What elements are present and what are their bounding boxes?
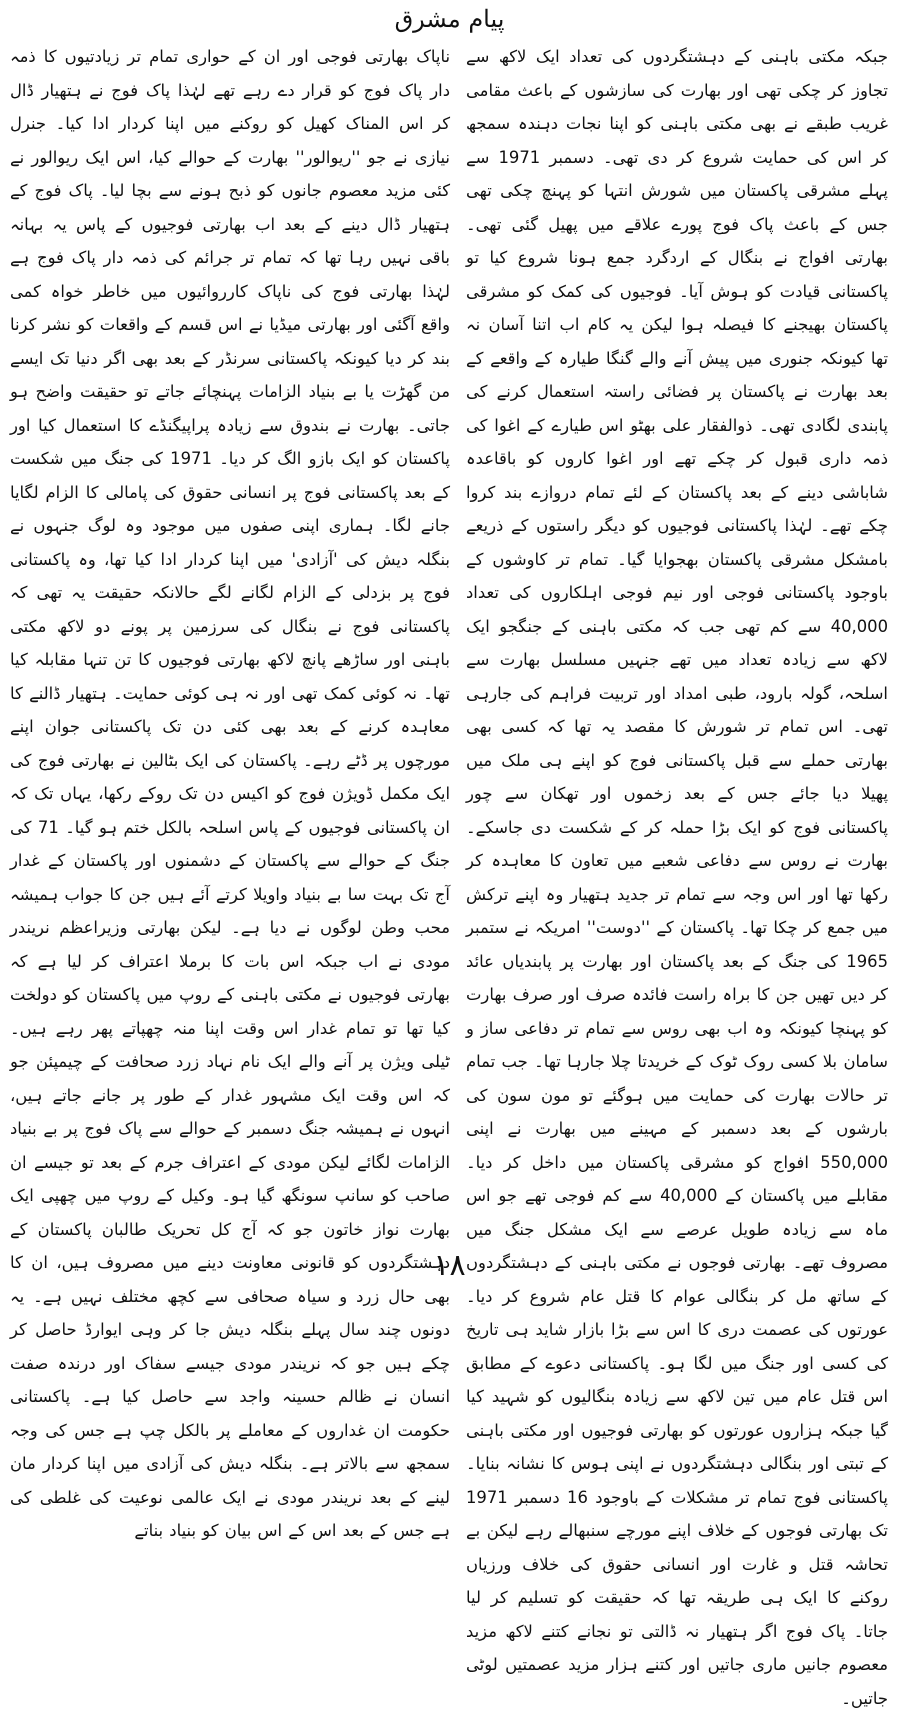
page-header [0,0,899,40]
article-paragraph: جبکہ مکتی باہنی کے دہشتگردوں کی تعداد ایک لاکھ سے تجاوز کر چکی تھی اور بھارت کی سازشوں کے باعث مقامی غریب طبقے نے بھی مکتی باہنی کو اپنا نجات دہندہ سمجھ کر اس کی حمایت شروع کر دی تھی۔ دسمبر 1971 سے پہلے مشرقی پاکستان میں شورش انتہا کو پہنچ چکی تھی جس کے باعث پاک فوج پورے علاقے میں پھیل گئی تھی۔ بھارتی افواج نے بنگال کے اردگرد جمع ہونا شروع کیا تو پاکستانی قیادت کو ہوش آیا۔ فوجیوں کی کمک کو مشرقی پاکستان بھیجنے کا فیصلہ ہوا لیکن یہ کام اب اتنا آسان نہ تھا کیونکہ جنوری میں پیش آنے والے گنگا طیارہ کے واقعے کے بعد بھارت نے پاکستان پر فضائی راستہ استعمال کرنے کی پابندی لگادی تھی۔ ذوالفقار علی بھٹو اس طیارے کے اغوا کی ذمہ داری قبول کر چکے تھے اور اغوا کاروں کو باقاعدہ شاباشی دینے کے بعد پاکستان کے لئے تمام دروازے بند کروا چکے تھے۔ لہٰذا پاکستانی فوجیوں کو دیگر راستوں کے ذریعے بامشکل مشرقی پاکستان بھجوایا گیا۔ تمام تر کاوشوں کے باوجود پاکستانی فوجی اور نیم فوجی اہلکاروں کی تعداد 40,000 سے کم تھی جب کہ مکتی باہنی کے جنگجو ایک لاکھ سے زیادہ تعداد میں تھے جنہیں مسلسل بھارت سے اسلحہ، گولہ بارود، طبی امداد اور تربیت فراہم کی جارہی تھی۔ اس تمام تر شورش کا مقصد یہ تھا کہ کسی بھی بھارتی حملے سے قبل پاکستانی فوج کو اپنے ہی ملک میں پھیلا دیا جائے جس کے بعد زخموں اور تھکان سے چور پاکستانی فوج کو ایک بڑا حملہ کر کے شکست دی جاسکے۔ بھارت نے روس سے دفاعی شعبے میں تعاون کا معاہدہ کر رکھا تھا اور اس وجہ سے تمام تر جدید ہتھیار وہ اپنے ترکش میں جمع کر چکا تھا۔ پاکستان کے ''دوست'' امریکہ نے ستمبر 1965 کی جنگ کے بعد پاکستان اور بھارت پر پابندیاں عائد کر دیں تھیں جن کا براہ راست فائدہ صرف اور صرف بھارت کو پہنچا کیونکہ وہ اب بھی روس سے تمام تر دفاعی ساز و سامان بلا کسی روک ٹوک کے خریدتا چلا جارہا تھا۔ جب تمام تر حالات بھارت کی حمایت میں ہوگئے تو مون سون کی بارشوں کے بعد دسمبر کے مہینے میں بھارت نے اپنی 550,000 افواج کو مشرقی پاکستان میں داخل کر دیا۔ مقابلے میں پاکستان کے 40,000 سے کم فوجی تھے جو اس ماہ سے زیادہ طویل عرصے سے ایک مشکل جنگ میں مصروف تھے۔ بھارتی فوجوں نے مکتی باہنی کے دہشتگردوں کے ساتھ مل کر بنگالی عوام کا قتل عام شروع کر دیا۔ عورتوں کی عصمت دری کا اس سے بڑا بازار شاید ہی تاریخ کی کسی اور جنگ میں لگا ہو۔ پاکستانی دعوے کے مطابق اس قتل عام میں تین لاکھ سے زیادہ بنگالیوں کو شہید کیا گیا جبکہ ہزاروں عورتوں کو بھارتی فوجیوں اور مکتی باہنی کے تبتی اور بنگالی دہشتگردوں نے اپنی ہوس کا نشانہ بنایا۔ پاکستانی فوج تمام تر مشکلات کے باوجود 16 دسمبر 1971 تک بھارتی فوجوں کے خلاف اپنے مورچے سنبھالے رہے لیکن بے تحاشہ قتل و غارت اور انسانی حقوق کی خلاف ورزیاں روکنے کا ایک ہی طریقہ تھا کہ حقیقت کو تسلیم کر لیا جاتا۔ پاک فوج اگر ہتھیار نہ ڈالتی تو نجانے کتنے لاکھ مزید معصوم جانیں ماری جاتیں اور کتنے ہزار مزید عصمتیں لوٹی جاتیں۔ [466,47,888,1708]
magazine-title: پیام مشرق [394,5,505,33]
page-number: ۱۸ [433,1248,466,1283]
article-column-right [466,40,888,1708]
article-paragraph: ناپاک بھارتی فوجی اور ان کے حواری تمام تر زیادتیوں کا ذمہ دار پاک فوج کو قرار دے رہے تھے لہٰذا پاک فوج نے ہتھیار ڈال کر اس المناک کھیل کو روکنے میں اپنا کردار ادا کیا۔ جنرل نیازی نے جو ''ریوالور'' بھارت کے حوالے کیا، اس ایک ریوالور نے کئی مزید معصوم جانوں کو ذبح ہونے سے بچا لیا۔ پاک فوج کے ہتھیار ڈال دینے کے بعد اب بھارتی فوجیوں کے پاس یہ بہانہ باقی نہیں رہا تھا کہ تمام تر جرائم کی ذمہ دار پاک فوج ہے لہٰذا بھارتی فوج کی ناپاک کارروائیوں میں خاطر خواہ کمی واقع آگئی اور بھارتی میڈیا نے اس قسم کے واقعات کو نشر کرنا بند کر دیا کیونکہ پاکستانی سرنڈر کے بعد بھی اگر دنیا تک ایسے من گھڑت یا بے بنیاد الزامات پہنچائے جاتے تو حقیقت واضح ہو جاتی۔ بھارت نے بندوق سے زیادہ پراپیگنڈے کا استعمال کیا اور پاکستان کو ایک بازو الگ کر دیا۔ 1971 کی جنگ میں شکست کے بعد پاکستانی فوج پر انسانی حقوق کی پامالی کا الزام لگایا جانے لگا۔ ہماری اپنی صفوں میں موجود وہ لوگ جنہوں نے بنگلہ دیش کی 'آزادی' میں اپنا کردار ادا کیا تھا، وہ پاکستانی فوج پر بزدلی کے الزام لگانے لگے حالانکہ حقیقت یہ تھی کہ پاکستانی فوج نے بنگال کی سرزمین پر پونے دو لاکھ مکتی باہنی اور ساڑھے پانچ لاکھ بھارتی فوجیوں کا تن تنہا مقابلہ کیا تھا۔ نہ کوئی کمک تھی اور نہ ہی کوئی حمایت۔ ہتھیار ڈالنے کا معاہدہ کرنے کے بعد بھی کئی دن تک پاکستانی جوان اپنے مورچوں پر ڈٹے رہے۔ پاکستان کی ایک بٹالین نے بھارتی فوج کی ایک مکمل ڈویژن فوج کو اکیس دن تک روکے رکھا، یہاں تک کہ ان پاکستانی فوجیوں کے پاس اسلحہ بالکل ختم ہو گیا۔ 71 کی جنگ کے حوالے سے پاکستان کے دشمنوں اور پاکستان کے غدار آج تک بہت سا بے بنیاد واویلا کرتے آئے ہیں جن کا جواب ہمیشہ محب وطن لوگوں نے دیا ہے۔ لیکن بھارتی وزیراعظم نریندر مودی نے اب جبکہ اس بات کا برملا اعتراف کر لیا ہے کہ بھارتی فوجیوں نے مکتی باہنی کے روپ میں پاکستان کو دولخت کیا تھا تو تمام غدار اس وقت اپنا منہ چھپاتے پھر رہے ہیں۔ ٹیلی ویژن پر آنے والے ایک نام نہاد زرد صحافت کے چیمپئن جو کہ اس وقت ایک مشہور غدار کے طور پر جانے جاتے ہیں، انہوں نے ہمیشہ جنگ دسمبر کے حوالے سے پاک فوج پر بے بنیاد الزامات لگائے لیکن مودی کے اعتراف جرم کے بعد تو جیسے ان صاحب کو سانپ سونگھ گیا ہو۔ وکیل کے روپ میں چھپی ایک بھارت نواز خاتون جو کہ آج کل تحریک طالبان پاکستان کے دہشتگردوں کو قانونی معاونت دینے میں مصروف ہیں، ان کا بھی حال زرد و سیاہ صحافی سے کچھ مختلف نہیں ہے۔ یہ دونوں چند سال پہلے بنگلہ دیش جا کر وہی ایوارڈ حاصل کر چکے ہیں جو کہ نریندر مودی جیسے سفاک اور درندہ صفت انسان نے ظالم حسینہ واجد سے حاصل کیا ہے۔ پاکستانی حکومت ان غداروں کے معاملے پر بالکل چپ ہے جس کی وجہ سمجھ سے بالاتر ہے۔ بنگلہ دیش کی آزادی میں اپنا کردار مان لینے کے بعد نریندر مودی نے ایک عالمی نوعیت کی غلطی کی ہے جس کے بعد اس کے اس بیان کو بنیاد بناتے [10,47,450,1540]
